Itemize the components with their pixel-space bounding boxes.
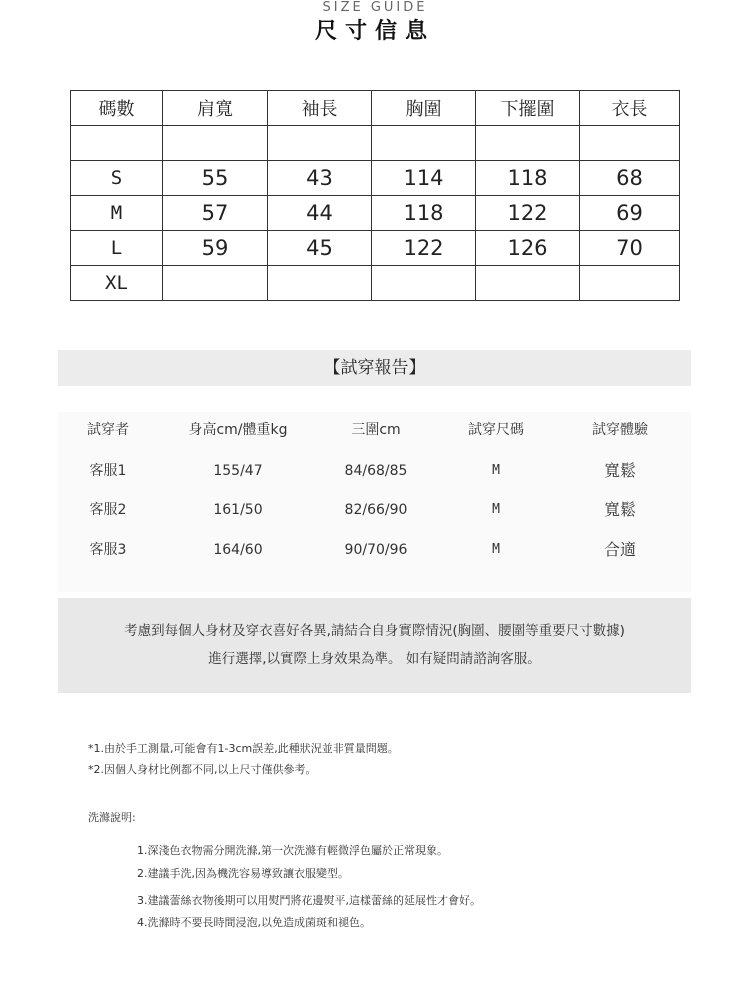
table-cell [268, 126, 372, 161]
report-cell: 82/66/90 [344, 502, 408, 518]
table-cell [268, 266, 372, 301]
report-cell: 合適 [603, 540, 636, 559]
fitting-report-table [58, 412, 691, 592]
report-cell: 寬鬆 [603, 500, 636, 519]
table-cell: 114 [372, 161, 476, 196]
table-cell: M [71, 196, 163, 231]
report-header-cell: 身高cm/體重kg [188, 422, 288, 438]
table-cell [163, 266, 268, 301]
table-header-cell: 袖長 [268, 91, 372, 126]
table-row [71, 161, 680, 196]
table-header-cell: 胸圍 [372, 91, 476, 126]
table-cell: 122 [476, 196, 580, 231]
table-header-cell: 衣長 [580, 91, 680, 126]
table-cell: 44 [268, 196, 372, 231]
fitting-notice [58, 598, 691, 693]
table-cell [476, 266, 580, 301]
table-cell [476, 126, 580, 161]
report-header-cell: 三圍cm [351, 422, 401, 438]
report-row [58, 459, 691, 483]
table-row [71, 266, 680, 301]
report-row [58, 498, 691, 522]
size-guide-title-cn: 尺寸信息 [314, 19, 435, 44]
report-cell: M [492, 542, 500, 557]
size-table [70, 90, 680, 301]
report-header-row [58, 418, 691, 442]
report-cell: 84/68/85 [344, 463, 408, 479]
table-cell: 118 [476, 161, 580, 196]
table-cell [372, 266, 476, 301]
size-table-header-row [71, 91, 680, 126]
measurement-note: *1.由於手工測量,可能會有1-3cm誤差,此種狀況並非質量問題。 [88, 742, 399, 755]
notice-line: 考慮到每個人身材及穿衣喜好各異,請結合自身實際情況(胸圍、腰圍等重要尺寸數據) [124, 623, 625, 639]
table-cell: XL [71, 266, 163, 301]
report-header-cell: 試穿體驗 [592, 422, 648, 438]
table-row [71, 126, 680, 161]
table-cell [580, 126, 680, 161]
report-header-cell: 試穿者 [87, 422, 129, 438]
table-cell: 126 [476, 231, 580, 266]
table-cell [71, 126, 163, 161]
table-cell: 68 [580, 161, 680, 196]
table-cell: 45 [268, 231, 372, 266]
table-row [71, 231, 680, 266]
wash-item: 1.深淺色衣物需分開洗滌,第一次洗滌有輕微浮色屬於正常現象。 [137, 844, 448, 857]
report-cell: 161/50 [213, 502, 263, 518]
measurement-note: *2.因個人身材比例都不同,以上尺寸僅供參考。 [88, 763, 317, 776]
report-cell: 客服2 [89, 502, 127, 518]
report-row [58, 538, 691, 562]
wash-item: 2.建議手洗,因為機洗容易導致讓衣服變型。 [137, 867, 349, 880]
size-guide-title-en: SIZE GUIDE [322, 0, 428, 15]
table-cell: 57 [163, 196, 268, 231]
wash-title: 洗滌說明: [88, 811, 136, 824]
notice-line: 進行選擇,以實際上身效果為準。 如有疑問請諮詢客服。 [208, 651, 541, 667]
table-header-cell: 下擺圍 [476, 91, 580, 126]
wash-item: 3.建議蕾絲衣物後期可以用熨鬥將花邊熨平,這樣蕾絲的延展性才會好。 [137, 894, 481, 907]
report-cell: 90/70/96 [344, 542, 408, 558]
table-cell: 55 [163, 161, 268, 196]
table-cell: L [71, 231, 163, 266]
report-cell: 164/60 [213, 542, 263, 558]
table-cell: 69 [580, 196, 680, 231]
table-cell: 59 [163, 231, 268, 266]
report-cell: M [492, 463, 500, 478]
table-header-cell: 肩寬 [163, 91, 268, 126]
table-cell: 118 [372, 196, 476, 231]
table-cell: 70 [580, 231, 680, 266]
report-cell: 寬鬆 [603, 461, 636, 480]
report-cell: 客服1 [89, 463, 127, 479]
report-cell: 155/47 [213, 463, 263, 479]
report-cell: M [492, 502, 500, 517]
table-cell [163, 126, 268, 161]
table-row [71, 196, 680, 231]
table-cell: 43 [268, 161, 372, 196]
fitting-report-banner: 【試穿報告】 [58, 350, 691, 386]
report-header-cell: 試穿尺碼 [468, 422, 524, 438]
table-cell [372, 126, 476, 161]
table-header-cell: 碼數 [71, 91, 163, 126]
wash-item: 4.洗滌時不要長時間浸泡,以免造成菌斑和褪色。 [137, 916, 371, 929]
report-cell: 客服3 [89, 542, 127, 558]
table-cell [580, 266, 680, 301]
table-cell: S [71, 161, 163, 196]
table-cell: 122 [372, 231, 476, 266]
